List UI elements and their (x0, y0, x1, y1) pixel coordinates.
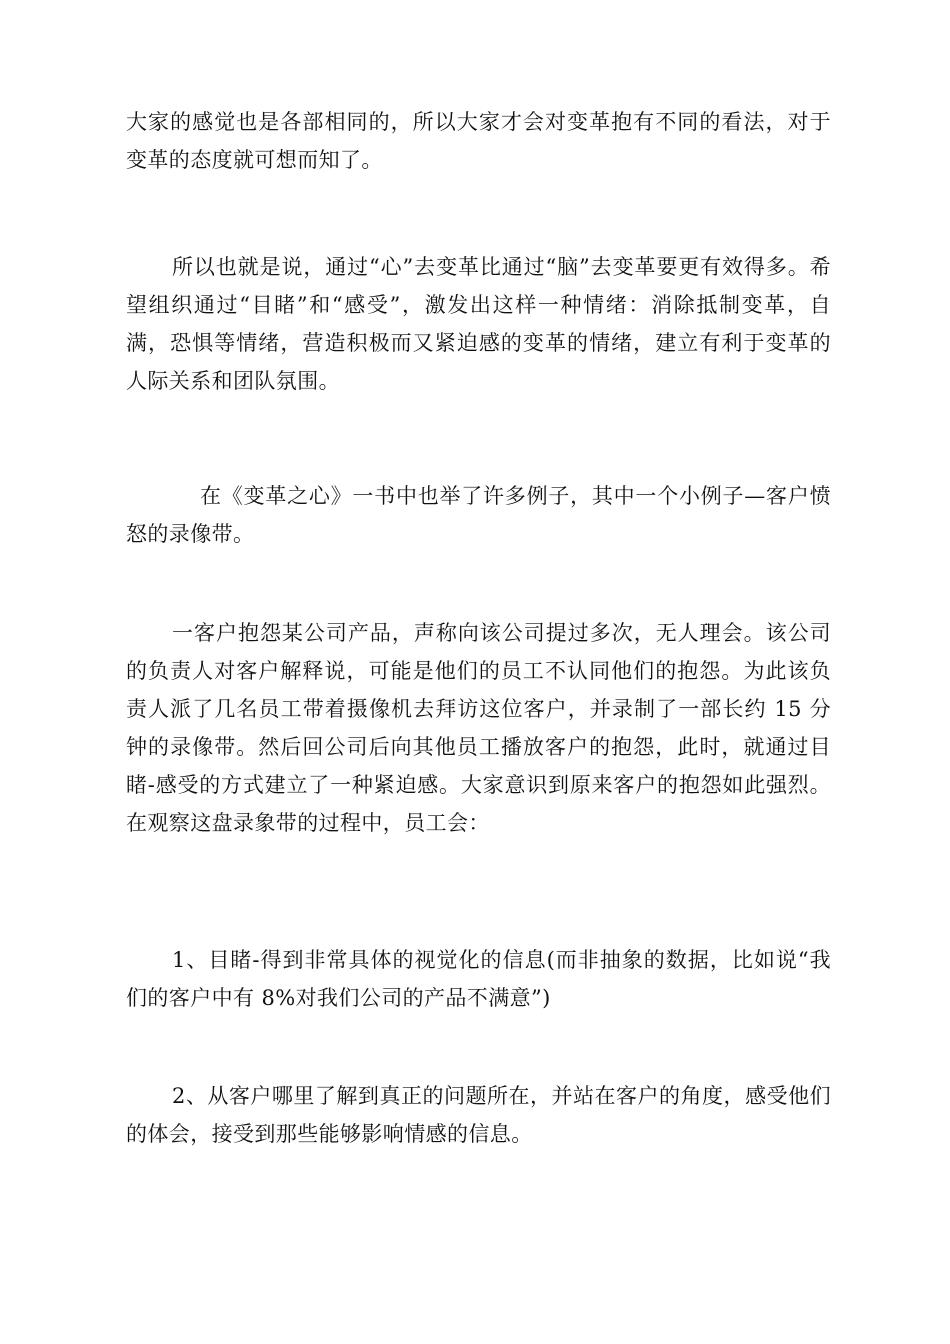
paragraph-heart-vs-brain: 所以也就是说，通过“心”去变革比通过“脑”去变革要更有效得多。希望组织通过“目睹”和“感受”，激发出这样一种情绪：消除抵制变革，自满，恐惧等情绪，营造积极而又紧迫感的变革的情绪，建立有利于变革的人际关系和团队氛围。 (126, 255, 831, 393)
list-item-1: 1、目睹-得到非常具体的视觉化的信息(而非抽象的数据，比如说“我们的客户中有 8%对我们公司的产品不满意”) (126, 948, 831, 1010)
paragraph-book-example: 在《变革之心》一书中也举了许多例子，其中一个小例子—客户愤怒的录像带。 (126, 484, 831, 546)
paragraph-customer-video-story: 一客户抱怨某公司产品，声称向该公司提过多次，无人理会。该公司的负责人对客户解释说，可能是他们的员工不认同他们的抱怨。为此该负责人派了几名员工带着摄像机去拜访这位客户，并录制了一部长约 15 分钟的录像带。然后回公司后向其他员工播放客户的抱怨，此时，就通过目睹-感受的方式建立了一种紧迫感。大家意识到原来客户的抱怨如此强烈。在观察这盘录象带的过程中，员工会： (126, 621, 831, 835)
paragraph-change-perception: 大家的感觉也是各部相同的，所以大家才会对变革抱有不同的看法，对于变革的态度就可想而知了。 (126, 110, 831, 172)
list-item-2: 2、从客户哪里了解到真正的问题所在，并站在客户的角度，感受他们的体会，接受到那些能够影响情感的信息。 (126, 1084, 831, 1146)
